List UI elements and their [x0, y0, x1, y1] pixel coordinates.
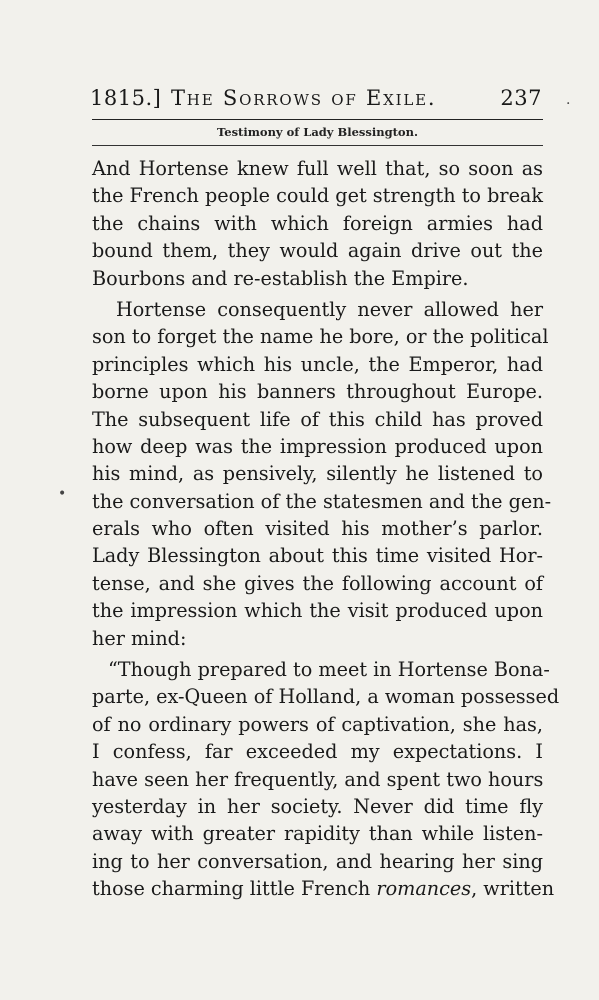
text-line: The subsequent life of this child has proved	[92, 407, 543, 431]
header-title: The Sorrows of Exile.	[171, 86, 437, 110]
body-text	[92, 155, 560, 903]
text-run: those charming little French	[92, 877, 377, 901]
text-line: Lady Blessington about this time visited Hor-	[92, 544, 543, 568]
text-line: the impression which the visit produced upon	[92, 599, 543, 623]
text-line: of no ordinary powers of captivation, she has,	[92, 712, 543, 736]
subheading-rule	[92, 145, 543, 146]
text-line: the French people could get strength to break	[92, 184, 543, 208]
text-line: I confess, far exceeded my expectations. I	[92, 740, 543, 764]
text-run: , written	[471, 877, 555, 901]
text-line: his mind, as pensively, silently he listened to	[92, 462, 543, 486]
text-line: erals who often visited his mother’s parlor.	[92, 517, 543, 541]
italic-word: romances	[376, 877, 472, 901]
text-line: yesterday in her society. Never did time fly	[92, 794, 543, 818]
text-line: borne upon his banners throughout Europe.	[92, 380, 543, 404]
text-line: principles which his uncle, the Emperor, had	[92, 352, 543, 376]
text-line: And Hortense knew full well that, so soon as	[92, 157, 543, 180]
text-line: the conversation of the statesmen and the gen-	[92, 489, 552, 513]
margin-speck: ·	[566, 96, 571, 112]
text-line: ing to her conversation, and hearing her sing	[92, 849, 543, 873]
text-line: “Though prepared to meet in Hortense Bona-	[108, 658, 550, 682]
text-line: Hortense consequently never allowed her	[116, 297, 543, 321]
text-line: have seen her frequently, and spent two hours	[92, 767, 544, 791]
text-line: tense, and she gives the following account of	[92, 571, 543, 595]
page-number: 237	[500, 86, 542, 110]
text-line: away with greater rapidity than while listen-	[92, 822, 543, 846]
text-line: bound them, they would again drive out the	[92, 239, 543, 263]
header-year: 1815.]	[90, 86, 162, 110]
text-line: how deep was the impression produced upon	[92, 434, 543, 458]
text-line: Bourbons and re-establish the Empire.	[92, 266, 469, 290]
text-line: the chains with which foreign armies had	[92, 211, 543, 235]
text-line: son to forget the name he bore, or the political	[92, 325, 549, 349]
text-line: her mind:	[92, 626, 187, 650]
text-line: parte, ex-Queen of Holland, a woman possessed	[92, 685, 560, 709]
header-rule	[92, 119, 543, 120]
running-header	[90, 86, 542, 116]
text-line	[92, 875, 555, 902]
section-subheading: Testimony of Lady Blessington.	[217, 125, 418, 139]
margin-speck: •	[58, 486, 67, 502]
